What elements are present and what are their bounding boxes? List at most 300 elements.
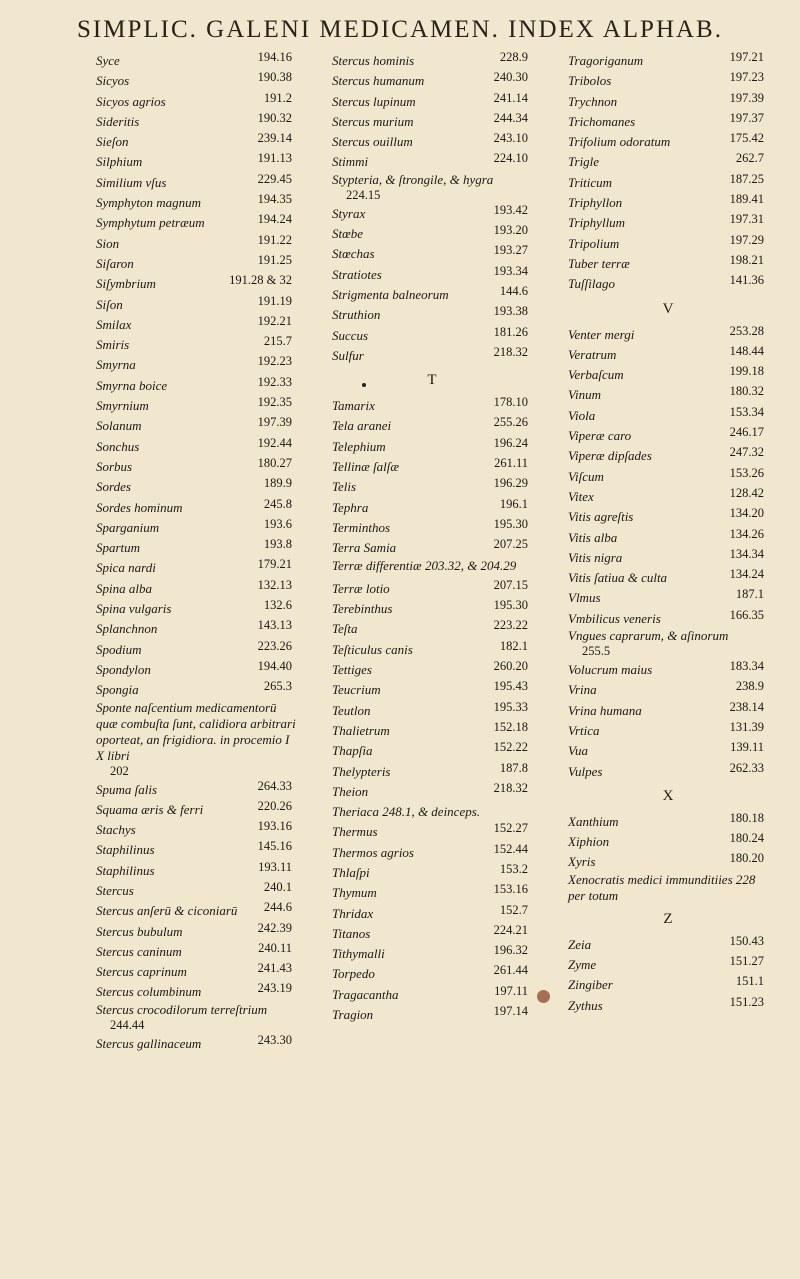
index-entry (96, 91, 296, 111)
entry-term: Xanthium (568, 813, 619, 829)
entry-term: Vitis ſatiua & culta (568, 570, 668, 586)
index-entry (332, 284, 532, 304)
entry-page-ref: 193.8 (263, 537, 292, 552)
index-entry (332, 801, 532, 821)
entry-page-ref: 196.32 (493, 943, 528, 958)
index-entry (332, 264, 532, 284)
entry-term: Siſon (96, 296, 123, 312)
entry-page-ref: 152.44 (493, 841, 528, 856)
entry-term: Tragoriganum (568, 53, 644, 68)
entry-term: Torpedo (332, 966, 375, 982)
index-entry (332, 517, 532, 537)
entry-term: Similium vſus (96, 174, 167, 190)
entry-term: Stercus gallinaceum (96, 1035, 202, 1051)
entry-page-ref: 152.18 (493, 719, 528, 734)
entry-page-ref: 261.44 (493, 963, 528, 978)
entry-page-ref: 243.30 (257, 1032, 292, 1047)
index-entry (96, 557, 296, 577)
entry-term: Stachys (96, 822, 136, 838)
index-entry (96, 456, 296, 476)
index-entry (332, 963, 532, 983)
entry-term: Strigmenta balneorum (332, 286, 449, 302)
entry-term: Tragion (332, 1007, 374, 1023)
entry-term: Smyrna (96, 357, 136, 373)
entry-page-ref: 195.30 (493, 516, 528, 531)
index-entry (332, 111, 532, 131)
index-entry (332, 943, 532, 963)
index-entry (568, 233, 768, 253)
entry-page-ref: 150.43 (729, 933, 764, 948)
index-entry (568, 111, 768, 131)
entry-term: Smyrna boice (96, 377, 168, 393)
entry-page-ref: 192.44 (257, 435, 292, 450)
entry-page-ref: 194.16 (257, 50, 292, 64)
entry-page-ref: 175.42 (729, 131, 764, 146)
entry-page-ref: 182.1 (499, 638, 528, 653)
index-entry (568, 851, 768, 871)
entry-term: Tela aranei (332, 418, 392, 434)
entry-page-ref: 199.18 (729, 364, 764, 379)
entry-page-ref: 202 (110, 763, 129, 778)
entry-page-ref: 134.20 (729, 506, 764, 521)
index-entry (332, 923, 532, 943)
entry-term: Stercus murium (332, 113, 414, 129)
index-entry (568, 192, 768, 212)
entry-page-ref: 187.1 (735, 587, 764, 602)
entry-page-ref: 197.14 (493, 1004, 528, 1019)
entry-term: Tephra (332, 499, 369, 515)
entry-page-ref: 141.36 (729, 273, 764, 288)
entry-term: Siſaron (96, 255, 134, 271)
entry-term: Tamarix (332, 398, 375, 414)
index-entry (96, 253, 296, 273)
entry-page-ref: 195.43 (493, 679, 528, 694)
entry-page-ref: 223.22 (493, 618, 528, 633)
index-entry (332, 984, 532, 1004)
entry-page-ref: 151.27 (729, 953, 764, 968)
entry-term: Styrax (332, 205, 366, 221)
index-entry (568, 324, 768, 344)
entry-term: Thermos agrios (332, 844, 414, 860)
index-entry (568, 567, 768, 587)
index-entry (568, 466, 768, 486)
entry-term: Staphilinus (96, 842, 155, 858)
index-entry (332, 659, 532, 679)
entry-term: Stercus (96, 882, 134, 898)
entry-term: Viperæ dipſades (568, 448, 652, 464)
entry-term: Tuber terræ (568, 255, 630, 271)
entry-term: Viperæ caro (568, 428, 632, 444)
entry-term: Thapſia (332, 743, 373, 759)
entry-term: Sparganium (96, 519, 160, 535)
entry-page-ref: 255.5 (582, 644, 611, 659)
index-entry (96, 618, 296, 638)
entry-term: Theion (332, 783, 369, 799)
entry-term: Teſticulus canis (332, 641, 413, 657)
entry-term: Teucrium (332, 682, 381, 698)
index-column-1 (96, 50, 296, 1053)
entry-term: Triphyllum (568, 215, 626, 231)
index-entry (96, 70, 296, 90)
entry-page-ref: 264.33 (257, 778, 292, 793)
entry-page-ref: 195.30 (493, 598, 528, 613)
entry-page-ref: 193.38 (493, 304, 528, 319)
entry-page-ref: 193.34 (493, 263, 528, 278)
index-entry (332, 578, 532, 598)
entry-term: Symphytum petræum (96, 215, 205, 231)
index-entry (332, 618, 532, 638)
entry-term: Venter mergi (568, 326, 635, 342)
entry-term: Vitex (568, 488, 594, 504)
index-entry (96, 476, 296, 496)
entry-term: Vrina humana (568, 702, 642, 718)
entry-term: Verbaſcum (568, 367, 624, 383)
index-entry (96, 375, 296, 395)
entry-page-ref: 197.31 (729, 212, 764, 227)
entry-term: Tribolos (568, 73, 612, 89)
entry-page-ref: 197.29 (729, 232, 764, 247)
index-entry (568, 253, 768, 273)
entry-page-ref: 153.16 (493, 882, 528, 897)
entry-term: Squama æris & ferri (96, 801, 204, 817)
entry-page-ref: 224.21 (493, 922, 528, 937)
entry-page-ref: 228.9 (499, 50, 528, 64)
index-entry (568, 974, 768, 994)
index-entry (96, 314, 296, 334)
entry-term: Struthion (332, 307, 381, 323)
entry-term: Stœbe (332, 226, 364, 242)
entry-page-ref: 189.9 (263, 476, 292, 491)
entry-term: Stercus hominis (332, 53, 415, 68)
index-entry (568, 831, 768, 851)
entry-term: Tragacantha (332, 986, 399, 1002)
index-entry (568, 761, 768, 781)
entry-term: Spongia (96, 682, 139, 698)
entry-page-ref: 238.9 (735, 679, 764, 694)
entry-term: Telis (332, 479, 357, 495)
entry-term: Terræ differentiæ 203.32, & 204.29 (332, 557, 517, 573)
entry-page-ref: 244.6 (263, 900, 292, 915)
entry-term: Vngues caprarum, & aſinorum (568, 628, 729, 644)
entry-page-ref: 132.13 (257, 577, 292, 592)
index-entry (332, 151, 532, 171)
entry-page-ref: 196.1 (499, 496, 528, 511)
index-entry (332, 862, 532, 882)
index-entry (332, 476, 532, 496)
entry-page-ref: 197.39 (257, 415, 292, 430)
entry-page-ref: 198.21 (729, 252, 764, 267)
index-entry (332, 537, 532, 557)
entry-term: Solanum (96, 418, 142, 434)
entry-page-ref: 139.11 (730, 740, 764, 755)
index-entry (568, 720, 768, 740)
index-entry (568, 527, 768, 547)
entry-term: Spica nardi (96, 560, 156, 576)
entry-term: Tettiges (332, 662, 372, 678)
entry-page-ref: 197.39 (729, 90, 764, 105)
index-entry (332, 304, 532, 324)
index-entry (332, 415, 532, 435)
index-entry (568, 486, 768, 506)
section-letter: T (427, 372, 437, 389)
entry-term: Zyme (568, 956, 597, 972)
entry-term: Stercus lupinum (332, 93, 416, 109)
entry-term: Sion (96, 235, 120, 251)
entry-page-ref: 179.21 (257, 557, 292, 572)
entry-term: Sponte naſcentium medicamentorū quæ combuſta ſunt, calidiora arbitrari oporteat, an frigidiora. in procemio I X libri (96, 699, 296, 763)
entry-page-ref: 145.16 (257, 839, 292, 854)
entry-term: Spina alba (96, 580, 152, 596)
entry-term: Thridax (332, 905, 374, 921)
index-entry (332, 720, 532, 740)
entry-term: Sideritis (96, 113, 140, 129)
index-entry (96, 497, 296, 517)
index-entry (96, 961, 296, 981)
index-entry (96, 212, 296, 232)
index-entry (568, 628, 768, 659)
index-entry (332, 223, 532, 243)
index-entry (332, 325, 532, 345)
entry-page-ref: 187.25 (729, 171, 764, 186)
index-entry (96, 233, 296, 253)
index-entry (332, 131, 532, 151)
entry-term: Tripolium (568, 235, 620, 251)
entry-term: Spondylon (96, 661, 151, 677)
entry-term: Stercus caninum (96, 943, 182, 959)
entry-term: Sonchus (96, 438, 140, 454)
index-entry (568, 70, 768, 90)
index-column-3 (568, 50, 768, 1015)
entry-term: Tithymalli (332, 946, 385, 962)
entry-term: Thelypteris (332, 763, 391, 779)
entry-page-ref: 240.11 (258, 940, 292, 955)
entry-page-ref: 207.15 (493, 577, 528, 592)
entry-term: Stratiotes (332, 266, 382, 282)
entry-term: Teutlon (332, 702, 371, 718)
index-entry (332, 598, 532, 618)
entry-term: Trifolium odoratum (568, 134, 671, 150)
index-entry (96, 151, 296, 171)
index-entry (568, 151, 768, 171)
entry-term: Tuſſilago (568, 276, 615, 292)
entry-page-ref: 153.34 (729, 404, 764, 419)
entry-page-ref: 144.6 (499, 283, 528, 298)
index-entry (332, 345, 532, 365)
entry-term: Vrina (568, 682, 597, 698)
entry-term: Trigle (568, 154, 600, 170)
index-entry (96, 131, 296, 151)
index-entry (96, 679, 296, 699)
entry-page-ref: 128.42 (729, 485, 764, 500)
index-entry (568, 50, 768, 70)
entry-term: Stercus humanum (332, 73, 425, 89)
index-entry (96, 900, 296, 920)
entry-term: Telephium (332, 438, 386, 454)
entry-term: Smilax (96, 316, 132, 332)
entry-term: Thalietrum (332, 722, 390, 738)
entry-page-ref: 191.13 (257, 151, 292, 166)
index-entry (568, 872, 768, 904)
entry-page-ref: 151.23 (729, 994, 764, 1009)
entry-page-ref: 192.21 (257, 313, 292, 328)
entry-page-ref: 193.16 (257, 819, 292, 834)
index-entry (568, 344, 768, 364)
entry-page-ref: 134.26 (729, 526, 764, 541)
index-entry (96, 639, 296, 659)
entry-term: Volucrum maius (568, 662, 653, 678)
entry-page-ref: 180.27 (257, 455, 292, 470)
index-entry (332, 740, 532, 760)
index-entry (332, 639, 532, 659)
entry-term: Vua (568, 743, 588, 759)
entry-page-ref: 187.8 (499, 760, 528, 775)
index-entry (568, 547, 768, 567)
index-entry (332, 172, 532, 203)
entry-term: Symphyton magnum (96, 195, 202, 211)
entry-page-ref: 242.39 (257, 920, 292, 935)
entry-page-ref: 143.13 (257, 618, 292, 633)
index-entry (568, 405, 768, 425)
index-entry (568, 995, 768, 1015)
entry-term: Silphium (96, 154, 143, 170)
index-entry (96, 50, 296, 70)
entry-term: Zythus (568, 997, 603, 1013)
page-title: SIMPLIC. GALENI MEDICAMEN. INDEX ALPHAB. (77, 16, 723, 43)
entry-term: Stercus columbinum (96, 984, 202, 1000)
index-entry (568, 659, 768, 679)
index-entry (568, 587, 768, 607)
section-letter: Z (663, 910, 673, 927)
index-entry (96, 294, 296, 314)
entry-term: Vlmus (568, 590, 601, 606)
index-entry (96, 981, 296, 1001)
index-entry (568, 740, 768, 760)
entry-term: Tellinæ ſalſæ (332, 459, 400, 475)
entry-page-ref: 194.24 (257, 212, 292, 227)
index-entry (96, 334, 296, 354)
entry-page-ref: 261.11 (494, 456, 528, 471)
entry-page-ref: 238.14 (729, 699, 764, 714)
entry-term: Vitis nigra (568, 549, 623, 565)
entry-page-ref: 148.44 (729, 343, 764, 358)
index-entry (568, 700, 768, 720)
entry-page-ref: 197.23 (729, 70, 764, 85)
entry-page-ref: 132.6 (263, 598, 292, 613)
index-entry (568, 91, 768, 111)
index-entry (332, 679, 532, 699)
entry-term: Veratrum (568, 346, 617, 362)
entry-term: Titanos (332, 925, 371, 941)
entry-page-ref: 191.22 (257, 232, 292, 247)
entry-term: Stercus crocodilorum terreſtrium (96, 1001, 268, 1017)
entry-term: Viola (568, 407, 596, 423)
entry-page-ref: 153.26 (729, 465, 764, 480)
index-entry (332, 456, 532, 476)
entry-page-ref: 260.20 (493, 659, 528, 674)
index-entry (568, 679, 768, 699)
entry-page-ref: 190.38 (257, 70, 292, 85)
entry-page-ref: 241.14 (493, 90, 528, 105)
entry-term: Stercus caprinum (96, 964, 187, 980)
entry-page-ref: 196.29 (493, 476, 528, 491)
entry-page-ref: 245.8 (263, 496, 292, 511)
entry-page-ref: 166.35 (729, 607, 764, 622)
entry-page-ref: 246.17 (729, 425, 764, 440)
entry-term: Vinum (568, 387, 601, 403)
index-entry (96, 172, 296, 192)
entry-page-ref: 193.27 (493, 243, 528, 258)
ink-dot (362, 383, 366, 387)
index-entry (96, 941, 296, 961)
entry-page-ref: 151.1 (735, 974, 764, 989)
entry-term: Spodium (96, 641, 142, 657)
index-column-2 (332, 50, 532, 1024)
entry-term: Spina vulgaris (96, 601, 172, 617)
index-entry (332, 842, 532, 862)
entry-page-ref: 194.40 (257, 658, 292, 673)
entry-page-ref: 191.25 (257, 252, 292, 267)
index-entry (96, 839, 296, 859)
entry-page-ref: 218.32 (493, 344, 528, 359)
entry-page-ref: 197.21 (729, 50, 764, 64)
entry-page-ref: 191.2 (263, 90, 292, 105)
index-entry (568, 934, 768, 954)
entry-page-ref: 191.19 (257, 293, 292, 308)
entry-page-ref: 152.7 (499, 902, 528, 917)
entry-page-ref: 239.14 (257, 131, 292, 146)
index-entry (96, 880, 296, 900)
index-entry (568, 445, 768, 465)
entry-term: Stercus ouillum (332, 134, 413, 150)
entry-page-ref: 191.28 & 32 (229, 273, 292, 288)
entry-term: Zeia (568, 936, 592, 952)
entry-page-ref: 192.23 (257, 354, 292, 369)
index-entry (96, 415, 296, 435)
entry-term: Smiris (96, 337, 130, 353)
entry-term: Succus (332, 327, 369, 343)
entry-page-ref: 192.33 (257, 374, 292, 389)
entry-page-ref: 180.20 (729, 851, 764, 866)
index-entry (96, 921, 296, 941)
entry-page-ref: 247.32 (729, 445, 764, 460)
entry-page-ref: 181.26 (493, 324, 528, 339)
index-entry (332, 1004, 532, 1024)
index-entry (568, 506, 768, 526)
index-entry (96, 192, 296, 212)
index-entry (332, 882, 532, 902)
entry-term: Teſta (332, 621, 358, 637)
entry-term: Smyrnium (96, 398, 149, 414)
entry-page-ref: 265.3 (263, 679, 292, 694)
entry-page-ref: 262.33 (729, 760, 764, 775)
index-entry (96, 395, 296, 415)
index-entry (568, 811, 768, 831)
index-entry (332, 243, 532, 263)
index-entry (568, 172, 768, 192)
entry-term: Siſymbrium (96, 276, 156, 292)
entry-term: Terra Samia (332, 540, 397, 556)
entry-term: Terminthos (332, 519, 391, 535)
entry-page-ref: 193.6 (263, 516, 292, 531)
entry-term: Stypteria, & ſtrongile, & hygra (332, 171, 494, 187)
index-entry (332, 558, 532, 578)
entry-term: Syce (96, 53, 120, 68)
entry-page-ref: 193.20 (493, 223, 528, 238)
entry-page-ref: 196.24 (493, 435, 528, 450)
index-entry (96, 659, 296, 679)
entry-term: Thermus (332, 824, 378, 840)
entry-term: Spartum (96, 540, 141, 556)
